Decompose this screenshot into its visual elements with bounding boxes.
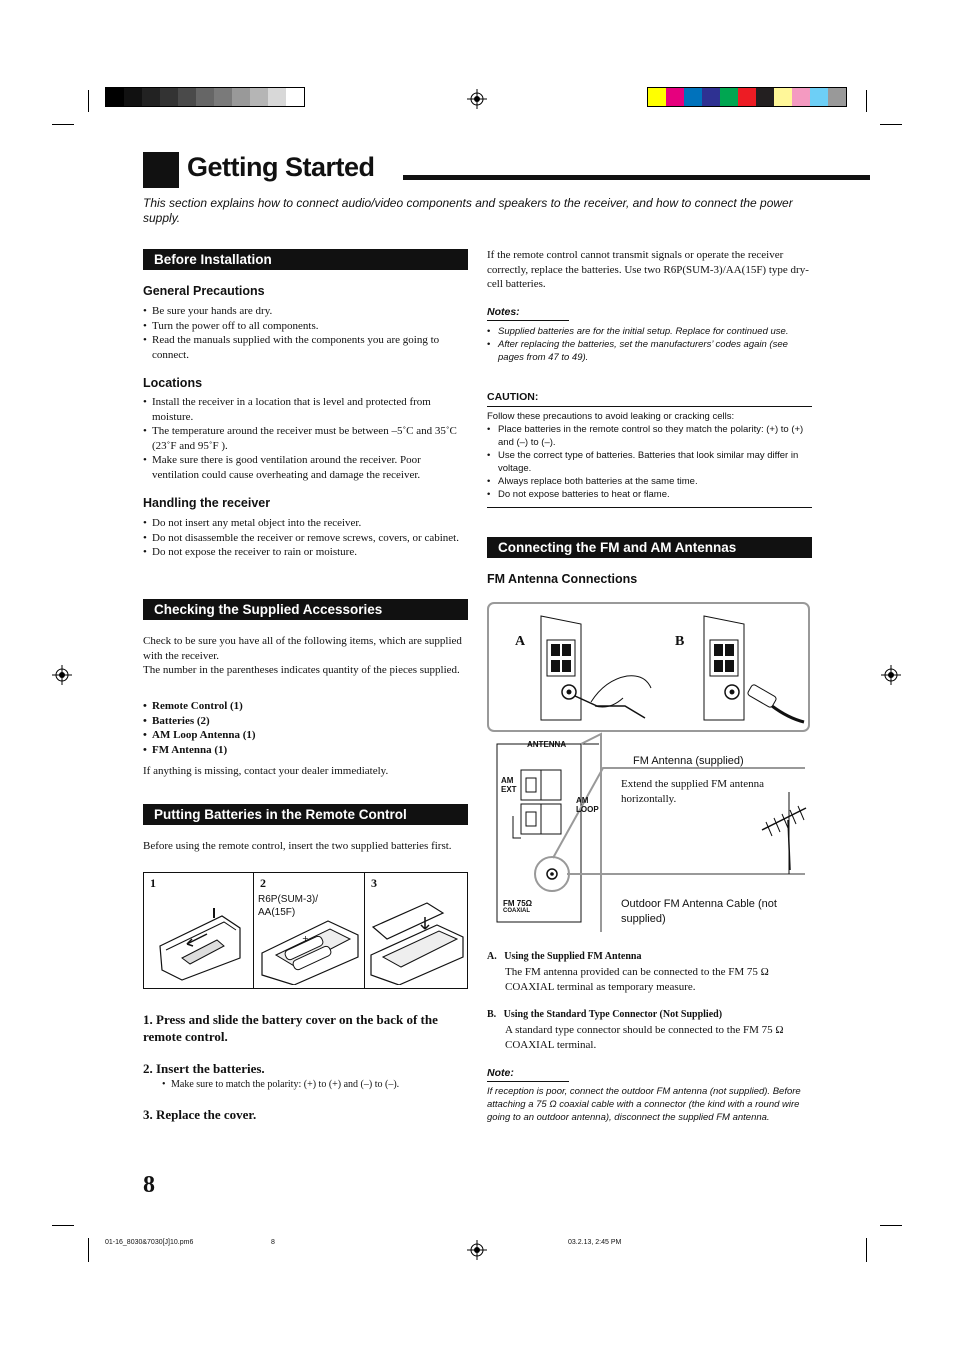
- crop-mark: [52, 124, 74, 125]
- antenna-terminal-b-icon: [698, 610, 808, 728]
- color-swatch: [124, 88, 142, 106]
- outdoor-antenna-icon: [758, 800, 814, 870]
- registration-mark-icon: [467, 1240, 487, 1260]
- caution-intro: Follow these precautions to avoid leaking or cracking cells:: [487, 411, 735, 422]
- list-item: • FM Antenna (1): [143, 743, 465, 758]
- figure-number: 1: [150, 876, 156, 890]
- outdoor-cable-label: Outdoor FM Antenna Cable (not supplied): [621, 898, 777, 925]
- fm75-label: FM 75Ω: [503, 899, 533, 908]
- list-item: • Turn the power off to all components.: [143, 319, 465, 334]
- color-swatch: [214, 88, 232, 106]
- color-swatch: [648, 88, 666, 106]
- fm-antenna-connections-heading: FM Antenna Connections: [487, 572, 638, 586]
- accessories-intro-2: The number in the parentheses indicates quantity of the pieces supplied.: [143, 664, 460, 676]
- diagram-label-b: B: [675, 634, 685, 649]
- note-label: Note:: [487, 1067, 514, 1079]
- section-heading-accessories: Checking the Supplied Accessories: [143, 599, 468, 620]
- section-heading-before-installation: Before Installation: [143, 249, 468, 270]
- option-b-text: A standard type connector should be connected to the FM 75 Ω COAXIAL terminal.: [505, 1024, 784, 1051]
- list-item: • Batteries (2): [143, 714, 465, 729]
- am-loop-label: AM LOOP: [576, 796, 599, 814]
- crop-mark: [866, 1238, 867, 1262]
- antenna-label: ANTENNA: [527, 740, 567, 749]
- battery-figure: [143, 872, 468, 989]
- list-item: • Place batteries in the remote control so they match the polarity: (+) to (+) and (–) to (–).: [487, 423, 809, 449]
- list-item: • The temperature around the receiver must be between –5˚C and 35˚C (23˚F and 95˚F ).: [143, 424, 465, 453]
- color-bar: [647, 87, 847, 107]
- color-swatch: [232, 88, 250, 106]
- section-heading-antennas: Connecting the FM and AM Antennas: [487, 537, 812, 558]
- crop-mark: [866, 90, 867, 112]
- battery-type-label: R6P(SUM-3)/ AA(15F): [258, 894, 319, 918]
- color-swatch: [810, 88, 828, 106]
- list-item: • Read the manuals supplied with the components you are going to connect.: [143, 333, 465, 362]
- step-1: 1. Press and slide the battery cover on the back of the remote control.: [143, 1012, 438, 1044]
- replace-batteries-text: If the remote control cannot transmit signals or operate the receiver correctly, replace the batteries. Use two R6P(SUM-3)/AA(15F) type dry-cell batteries.: [487, 249, 809, 290]
- registration-mark-icon: [52, 665, 72, 685]
- caution-label: CAUTION:: [487, 391, 539, 403]
- replace-cover-icon: [367, 895, 465, 985]
- svg-text:+: +: [302, 934, 309, 943]
- option-a-title: A. Using the Supplied FM Antenna: [487, 951, 642, 962]
- figure-cell-1: [144, 873, 254, 988]
- step-3: 3. Replace the cover.: [143, 1107, 257, 1122]
- section-heading-batteries: Putting Batteries in the Remote Control: [143, 804, 468, 825]
- list-item: • Install the receiver in a location that is level and protected from moisture.: [143, 395, 465, 424]
- grayscale-bar: [105, 87, 305, 107]
- registration-mark-icon: [881, 665, 901, 685]
- step-2: 2. Insert the batteries.: [143, 1061, 265, 1076]
- color-swatch: [756, 88, 774, 106]
- list-item: • Use the correct type of batteries. Batteries that look similar may differ in voltage.: [487, 449, 809, 475]
- accessories-intro-1: Check to be sure you have all of the following items, which are supplied with the receiver.: [143, 635, 462, 662]
- footer-date: 03.2.13, 2:45 PM: [568, 1239, 622, 1246]
- list-item: • Be sure your hands are dry.: [143, 304, 465, 319]
- accessories-list: [143, 699, 465, 757]
- list-item: • Do not expose batteries to heat or flame.: [487, 488, 809, 501]
- notes-rule: [487, 320, 569, 321]
- footer-page: 8: [271, 1239, 275, 1246]
- list-item: • Do not expose the receiver to rain or moisture.: [143, 545, 465, 560]
- note-text: If reception is poor, connect the outdoor FM antenna (not supplied). Before attaching a 75 Ω coaxial cable with a connector (the kind with a round wire going to an outdoor antenna), disconnect the supplied FM antenna.: [487, 1086, 801, 1123]
- registration-mark-icon: [467, 89, 487, 109]
- color-swatch: [702, 88, 720, 106]
- color-swatch: [142, 88, 160, 106]
- color-swatch: [792, 88, 810, 106]
- coaxial-label: COAXIAL: [503, 908, 530, 914]
- color-swatch: [160, 88, 178, 106]
- crop-mark: [88, 90, 89, 112]
- list-item: • Remote Control (1): [143, 699, 465, 714]
- locations-heading: Locations: [143, 376, 203, 390]
- crop-mark: [880, 124, 902, 125]
- intro-text: This section explains how to connect audio/video components and speakers to the receiver, and how to connect the power supply.: [143, 196, 793, 225]
- polarity-note: [162, 1078, 462, 1093]
- locations-list: [143, 395, 465, 482]
- note-rule: [487, 1081, 569, 1082]
- diagram-label-a: A: [515, 634, 526, 649]
- handling-list: [143, 516, 465, 560]
- caution-list: [487, 423, 809, 501]
- fm-antenna-supplied-label: FM Antenna (supplied): [633, 755, 744, 767]
- footer-file: 01-16_8030&7030[J]10.pm6: [105, 1239, 194, 1246]
- caution-bottom-rule: [487, 507, 812, 508]
- extend-antenna-text: Extend the supplied FM antenna horizontally.: [621, 778, 764, 805]
- option-b-title: B. Using the Standard Type Connector (Not Supplied): [487, 1009, 723, 1020]
- color-swatch: [178, 88, 196, 106]
- antenna-terminal-a-icon: [535, 610, 655, 728]
- list-item: • Do not insert any metal object into the receiver.: [143, 516, 465, 531]
- color-swatch: [774, 88, 792, 106]
- page-title: Getting Started: [187, 152, 375, 182]
- title-block: [143, 152, 179, 188]
- color-swatch: [738, 88, 756, 106]
- crop-mark: [88, 1238, 89, 1262]
- general-precautions-heading: General Precautions: [143, 284, 265, 298]
- notes-label: Notes:: [487, 306, 520, 318]
- notes-list: [487, 325, 809, 364]
- color-swatch: [666, 88, 684, 106]
- figure-cell-2: [254, 873, 365, 988]
- list-item: • Supplied batteries are for the initial setup. Replace for continued use.: [487, 325, 809, 338]
- option-a-text: The FM antenna provided can be connected to the FM 75 Ω COAXIAL terminal as temporary measure.: [505, 966, 769, 993]
- am-ext-label: AM EXT: [501, 776, 517, 794]
- caution-rule: [487, 406, 812, 407]
- crop-mark: [880, 1225, 902, 1226]
- batteries-insert-icon: [258, 913, 363, 985]
- list-item: • Make sure to match the polarity: (+) to (+) and (–) to (–).: [162, 1078, 462, 1093]
- list-item: • AM Loop Antenna (1): [143, 728, 465, 743]
- list-item: • Make sure there is good ventilation around the receiver. Poor ventilation could cause overheating and damage the receiver.: [143, 453, 465, 482]
- list-item: • Do not disassemble the receiver or remove screws, covers, or cabinet.: [143, 531, 465, 546]
- color-swatch: [720, 88, 738, 106]
- color-swatch: [828, 88, 846, 106]
- accessories-missing: If anything is missing, contact your dealer immediately.: [143, 765, 389, 777]
- color-swatch: [286, 88, 304, 106]
- figure-number: 2: [260, 876, 266, 890]
- color-swatch: [684, 88, 702, 106]
- color-swatch: [106, 88, 124, 106]
- crop-mark: [52, 1225, 74, 1226]
- figure-number: 3: [371, 876, 377, 890]
- title-rule: [403, 175, 870, 180]
- color-swatch: [250, 88, 268, 106]
- page-number: 8: [143, 1172, 155, 1198]
- list-item: • Always replace both batteries at the same time.: [487, 475, 809, 488]
- remote-slide-cover-icon: [152, 898, 247, 983]
- batteries-intro: Before using the remote control, insert the two supplied batteries first.: [143, 840, 452, 852]
- color-swatch: [196, 88, 214, 106]
- color-swatch: [268, 88, 286, 106]
- figure-cell-3: [365, 873, 467, 988]
- general-precautions-list: [143, 304, 465, 362]
- handling-heading: Handling the receiver: [143, 496, 271, 510]
- list-item: • After replacing the batteries, set the manufacturers’ codes again (see pages from 47 to 49).: [487, 338, 809, 364]
